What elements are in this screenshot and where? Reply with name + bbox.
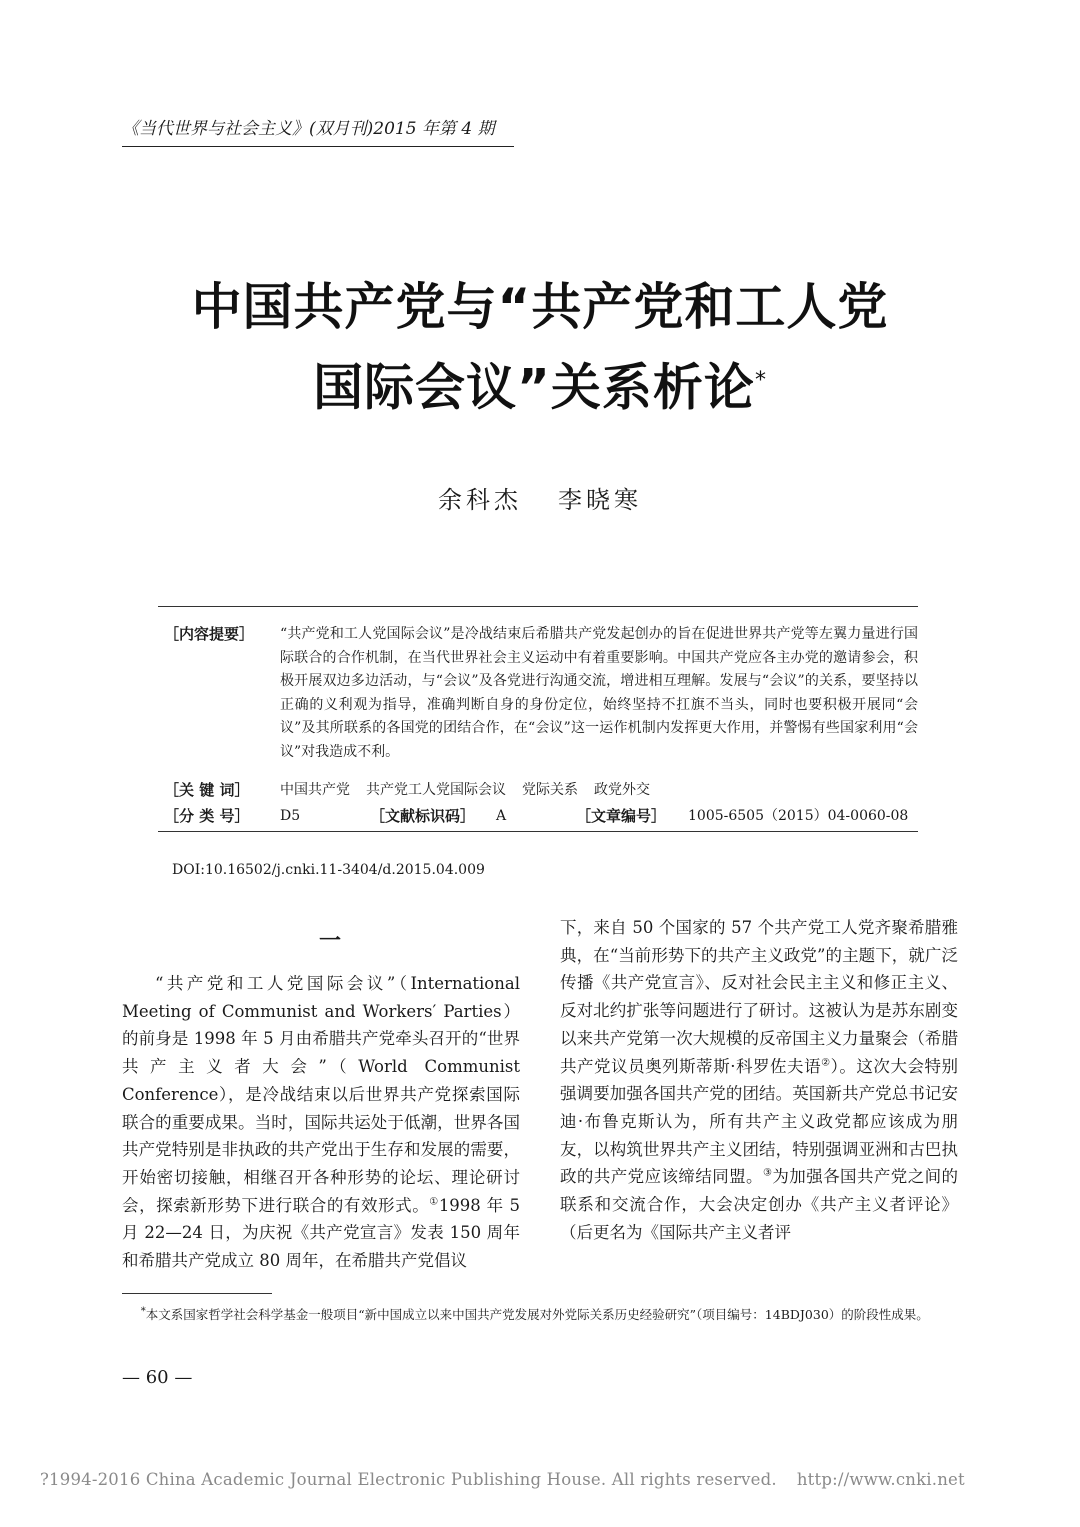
- article-title: [120, 270, 960, 425]
- keyword: 党际关系: [522, 782, 578, 798]
- authors: [0, 480, 1080, 520]
- body-left-text-2: 1998 年 5 月 22—24 日，为庆祝《共产党宣言》发表 150 周年和希腊共产党成立 80 周年，在希腊共产党倡议: [122, 1195, 521, 1271]
- keywords-label: ［关 键 词］: [164, 781, 250, 799]
- copyright-url: http://www.cnki.net: [796, 1470, 965, 1489]
- keyword: 政党外交: [594, 782, 650, 798]
- author-1: 余科杰: [438, 486, 522, 514]
- title-footnote-mark: *: [754, 368, 767, 393]
- endnote-ref-3: ③: [762, 1167, 773, 1179]
- footnote-text: 本文系国家哲学社会科学基金一般项目“新中国成立以来中国共产党发展对外党际关系历史经验研究”（项目编号：14BDJ030）的阶段性成果。: [145, 1307, 929, 1322]
- keyword: 中国共产党: [280, 782, 350, 798]
- copyright-text: ?1994-2016 China Academic Journal Electronic Publishing House. All rights reserved.: [40, 1470, 777, 1489]
- keyword: 共产党工人党国际会议: [366, 782, 506, 798]
- article-no-label: ［文章编号］: [576, 807, 667, 825]
- footnote-mark: *: [140, 1305, 146, 1317]
- author-2: 李晓寒: [558, 486, 642, 514]
- body-column-left: [122, 970, 520, 1275]
- keywords-list: [280, 779, 666, 801]
- abstract-box: [158, 606, 918, 832]
- footnote: [122, 1304, 962, 1326]
- journal-header: 《当代世界与社会主义》(双月刊)2015 年第 4 期: [122, 118, 514, 147]
- classification-value: D5: [280, 808, 301, 824]
- title-line-2-text: 国际会议”关系析论: [313, 358, 755, 417]
- endnote-ref-2: ②: [821, 1057, 831, 1069]
- abstract-label: ［内容提要］: [164, 625, 255, 643]
- body-right-text-3: 为加强各国共产党之间的联系和交流合作，大会决定创办《共产主义者评论》（后更名为《国际共产主义者评: [560, 1167, 959, 1242]
- body-left-text-1: “共产党和工人党国际会议”（International Meeting of Communist and Workers′ Parties）的前身是 1998 年 5 月由希腊共产党牵头召开的“世界共产主义者大会”（World Communist Conference），是冷战结束以后世界共产党探索国际联合的重要成果。当时，国际共运处于低潮，世界各国共产党特别是非执政的共产党出于生存和发展的需要，开始密切接触，相继召开各种形势的论坛、理论研讨会，探索新形势下进行联合的有效形式。: [122, 974, 520, 1215]
- body-right-text-2: ）。这次大会特别强调要加强各国共产党的团结。英国新共产党总书记安迪·布鲁克斯认为，所有共产主义政党都应该成为朋友，以构筑世界共产主义团结，特别强调亚洲和古巴执政的共产党应该缔结同盟。: [560, 1056, 959, 1187]
- endnote-ref-1: ①: [429, 1196, 439, 1208]
- abstract-text: “共产党和工人党国际会议”是冷战结束后希腊共产党发起创办的旨在促进世界共产党等左翼力量进行国际联合的合作机制，在当代世界社会主义运动中有着重要影响。中国共产党应各主办党的邀请参会，积极开展双边多边活动，与“会议”及各党进行沟通交流，增进相互理解。发展与“会议”的关系，要坚持以正确的义利观为指导，准确判断自身的身份定位，始终坚持不扛旗不当头，同时也要积极开展同“会议”及其所联系的各国党的团结合作，在“会议”这一运作机制内发挥更大作用，并警惕有些国家利用“会议”对我造成不利。: [280, 626, 918, 760]
- body-right-text-1: 下，来自 50 个国家的 57 个共产党工人党齐聚希腊雅典，在“当前形势下的共产主义政党”的主题下，就广泛传播《共产党宣言》、反对社会民主主义和修正主义、反对北约扩张等问题进行了研讨。这被认为是苏东剧变以来共产党第一次大规模的反帝国主义力量聚会（希腊共产党议员奥列斯蒂斯·科罗佐夫语: [560, 918, 958, 1076]
- footnote-rule: [122, 1293, 272, 1294]
- title-line-2: [120, 344, 960, 425]
- copyright-footer: [40, 1470, 965, 1489]
- classification-label: ［分 类 号］: [164, 807, 250, 825]
- doc-code-label: ［文献标识码］: [370, 807, 476, 825]
- title-line-1: 中国共产党与“共产党和工人党: [191, 278, 889, 336]
- doc-code-value: A: [496, 808, 507, 824]
- article-no-value: 1005-6505（2015）04-0060-08: [688, 808, 909, 824]
- body-column-right: [560, 914, 958, 1246]
- section-number: 一: [318, 929, 341, 954]
- doi: DOI:10.16502/j.cnki.11-3404/d.2015.04.009: [172, 862, 485, 878]
- page-number: — 60 —: [122, 1367, 193, 1388]
